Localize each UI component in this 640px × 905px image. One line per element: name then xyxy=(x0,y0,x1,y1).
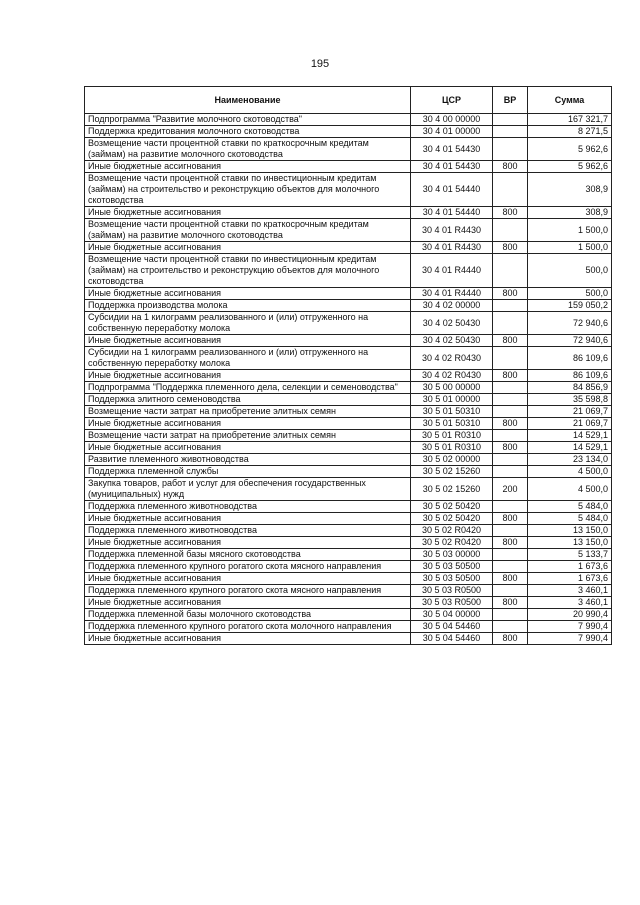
row-name-cell: Возмещение части затрат на приобретение элитных семян xyxy=(85,430,411,442)
row-vr-cell: 800 xyxy=(493,573,528,585)
row-name-cell: Поддержка элитного семеноводства xyxy=(85,394,411,406)
row-vr-cell: 800 xyxy=(493,597,528,609)
row-name-cell: Поддержка племенной базы молочного скотоводства xyxy=(85,609,411,621)
row-csr-cell: 30 4 01 00000 xyxy=(411,126,493,138)
row-sum-cell: 8 271,5 xyxy=(528,126,612,138)
table-row xyxy=(85,478,612,501)
row-vr-cell xyxy=(493,621,528,633)
table-row xyxy=(85,288,612,300)
row-vr-cell xyxy=(493,394,528,406)
row-sum-cell: 35 598,8 xyxy=(528,394,612,406)
row-sum-cell: 5 484,0 xyxy=(528,513,612,525)
row-vr-cell: 800 xyxy=(493,418,528,430)
row-csr-cell: 30 4 02 00000 xyxy=(411,300,493,312)
row-sum-cell: 23 134,0 xyxy=(528,454,612,466)
table-row xyxy=(85,513,612,525)
row-vr-cell: 800 xyxy=(493,242,528,254)
table-row xyxy=(85,207,612,219)
row-csr-cell: 30 5 02 R0420 xyxy=(411,525,493,537)
row-sum-cell: 3 460,1 xyxy=(528,597,612,609)
row-sum-cell: 20 990,4 xyxy=(528,609,612,621)
row-sum-cell: 3 460,1 xyxy=(528,585,612,597)
table-row xyxy=(85,394,612,406)
page-number: 195 xyxy=(310,58,330,70)
table-row xyxy=(85,430,612,442)
row-vr-cell xyxy=(493,466,528,478)
row-csr-cell: 30 4 01 54430 xyxy=(411,138,493,161)
row-csr-cell: 30 5 02 00000 xyxy=(411,454,493,466)
row-vr-cell xyxy=(493,300,528,312)
table-row xyxy=(85,573,612,585)
row-sum-cell: 5 484,0 xyxy=(528,501,612,513)
header-csr: ЦСР xyxy=(411,87,493,114)
row-sum-cell: 72 940,6 xyxy=(528,312,612,335)
table-row xyxy=(85,442,612,454)
row-name-cell: Субсидии на 1 килограмм реализованного и (или) отгруженного на собственную переработку молока xyxy=(85,312,411,335)
table-row xyxy=(85,633,612,645)
row-name-cell: Подпрограмма "Поддержка племенного дела, селекции и семеноводства" xyxy=(85,382,411,394)
row-sum-cell: 1 673,6 xyxy=(528,561,612,573)
row-vr-cell xyxy=(493,173,528,207)
table-row xyxy=(85,312,612,335)
row-vr-cell xyxy=(493,219,528,242)
table-row xyxy=(85,418,612,430)
row-csr-cell: 30 5 04 00000 xyxy=(411,609,493,621)
row-sum-cell: 7 990,4 xyxy=(528,621,612,633)
table-row xyxy=(85,406,612,418)
row-name-cell: Иные бюджетные ассигнования xyxy=(85,335,411,347)
budget-table xyxy=(84,86,612,645)
row-sum-cell: 5 962,6 xyxy=(528,161,612,173)
row-sum-cell: 7 990,4 xyxy=(528,633,612,645)
table-row xyxy=(85,382,612,394)
row-name-cell: Поддержка племенного крупного рогатого скота мясного направления xyxy=(85,585,411,597)
row-name-cell: Поддержка племенного крупного рогатого скота мясного направления xyxy=(85,561,411,573)
row-name-cell: Иные бюджетные ассигнования xyxy=(85,242,411,254)
row-sum-cell: 500,0 xyxy=(528,288,612,300)
row-vr-cell xyxy=(493,525,528,537)
row-csr-cell: 30 5 01 50310 xyxy=(411,406,493,418)
row-name-cell: Иные бюджетные ассигнования xyxy=(85,633,411,645)
row-name-cell: Иные бюджетные ассигнования xyxy=(85,513,411,525)
row-name-cell: Поддержка племенной базы мясного скотоводства xyxy=(85,549,411,561)
row-sum-cell: 500,0 xyxy=(528,254,612,288)
row-vr-cell xyxy=(493,114,528,126)
row-csr-cell: 30 5 03 50500 xyxy=(411,561,493,573)
table-row xyxy=(85,501,612,513)
row-vr-cell xyxy=(493,430,528,442)
row-csr-cell: 30 4 01 R4430 xyxy=(411,219,493,242)
row-csr-cell: 30 4 01 54430 xyxy=(411,161,493,173)
row-sum-cell: 13 150,0 xyxy=(528,537,612,549)
table-row xyxy=(85,370,612,382)
row-name-cell: Иные бюджетные ассигнования xyxy=(85,573,411,585)
row-csr-cell: 30 4 01 54440 xyxy=(411,207,493,219)
header-name: Наименование xyxy=(85,87,411,114)
row-sum-cell: 1 500,0 xyxy=(528,219,612,242)
table-row xyxy=(85,254,612,288)
row-csr-cell: 30 5 01 00000 xyxy=(411,394,493,406)
row-csr-cell: 30 5 03 50500 xyxy=(411,573,493,585)
row-vr-cell: 800 xyxy=(493,513,528,525)
row-vr-cell: 800 xyxy=(493,633,528,645)
row-sum-cell: 14 529,1 xyxy=(528,442,612,454)
row-csr-cell: 30 4 00 00000 xyxy=(411,114,493,126)
row-sum-cell: 72 940,6 xyxy=(528,335,612,347)
table-row xyxy=(85,242,612,254)
row-csr-cell: 30 4 01 R4440 xyxy=(411,288,493,300)
row-csr-cell: 30 5 02 50420 xyxy=(411,513,493,525)
table-row xyxy=(85,114,612,126)
row-vr-cell xyxy=(493,254,528,288)
row-csr-cell: 30 5 02 15260 xyxy=(411,478,493,501)
table-row xyxy=(85,219,612,242)
row-name-cell: Субсидии на 1 килограмм реализованного и (или) отгруженного на собственную переработку молока xyxy=(85,347,411,370)
row-csr-cell: 30 4 01 R4440 xyxy=(411,254,493,288)
row-name-cell: Иные бюджетные ассигнования xyxy=(85,418,411,430)
row-name-cell: Поддержка производства молока xyxy=(85,300,411,312)
row-name-cell: Иные бюджетные ассигнования xyxy=(85,597,411,609)
table-row xyxy=(85,138,612,161)
table-row xyxy=(85,537,612,549)
row-name-cell: Иные бюджетные ассигнования xyxy=(85,207,411,219)
row-name-cell: Возмещение части процентной ставки по инвестиционным кредитам (займам) на строительство и реконструкцию объектов для молочного скотоводства xyxy=(85,173,411,207)
row-sum-cell: 21 069,7 xyxy=(528,406,612,418)
table-body xyxy=(85,114,612,645)
row-vr-cell xyxy=(493,561,528,573)
row-sum-cell: 84 856,9 xyxy=(528,382,612,394)
row-vr-cell xyxy=(493,382,528,394)
row-sum-cell: 14 529,1 xyxy=(528,430,612,442)
table-row xyxy=(85,549,612,561)
table-row xyxy=(85,126,612,138)
table-row xyxy=(85,347,612,370)
row-sum-cell: 308,9 xyxy=(528,173,612,207)
row-name-cell: Развитие племенного животноводства xyxy=(85,454,411,466)
row-sum-cell: 86 109,6 xyxy=(528,347,612,370)
header-vr: ВР xyxy=(493,87,528,114)
row-csr-cell: 30 5 01 R0310 xyxy=(411,430,493,442)
row-csr-cell: 30 4 02 50430 xyxy=(411,312,493,335)
row-csr-cell: 30 5 02 R0420 xyxy=(411,537,493,549)
row-sum-cell: 13 150,0 xyxy=(528,525,612,537)
row-name-cell: Возмещение части процентной ставки по инвестиционным кредитам (займам) на строительство и реконструкцию объектов для молочного скотоводства xyxy=(85,254,411,288)
row-name-cell: Возмещение части процентной ставки по краткосрочным кредитам (займам) на развитие молочного скотоводства xyxy=(85,138,411,161)
row-vr-cell: 800 xyxy=(493,335,528,347)
row-csr-cell: 30 5 03 R0500 xyxy=(411,597,493,609)
table-row xyxy=(85,454,612,466)
row-vr-cell: 200 xyxy=(493,478,528,501)
row-csr-cell: 30 4 02 50430 xyxy=(411,335,493,347)
row-sum-cell: 1 500,0 xyxy=(528,242,612,254)
row-csr-cell: 30 5 03 00000 xyxy=(411,549,493,561)
row-name-cell: Подпрограмма "Развитие молочного скотоводства" xyxy=(85,114,411,126)
row-vr-cell: 800 xyxy=(493,288,528,300)
row-name-cell: Поддержка племенного животноводства xyxy=(85,501,411,513)
row-csr-cell: 30 5 02 50420 xyxy=(411,501,493,513)
row-sum-cell: 5 962,6 xyxy=(528,138,612,161)
table-row xyxy=(85,585,612,597)
row-vr-cell: 800 xyxy=(493,537,528,549)
row-sum-cell: 4 500,0 xyxy=(528,466,612,478)
row-vr-cell xyxy=(493,312,528,335)
row-vr-cell xyxy=(493,501,528,513)
row-csr-cell: 30 4 02 R0430 xyxy=(411,347,493,370)
row-csr-cell: 30 5 02 15260 xyxy=(411,466,493,478)
row-sum-cell: 86 109,6 xyxy=(528,370,612,382)
row-vr-cell xyxy=(493,347,528,370)
row-name-cell: Возмещение части затрат на приобретение элитных семян xyxy=(85,406,411,418)
header-sum: Сумма xyxy=(528,87,612,114)
row-vr-cell: 800 xyxy=(493,207,528,219)
table-row xyxy=(85,161,612,173)
table-row xyxy=(85,609,612,621)
row-csr-cell: 30 4 02 R0430 xyxy=(411,370,493,382)
row-vr-cell xyxy=(493,585,528,597)
row-sum-cell: 159 050,2 xyxy=(528,300,612,312)
row-name-cell: Иные бюджетные ассигнования xyxy=(85,161,411,173)
row-csr-cell: 30 5 04 54460 xyxy=(411,621,493,633)
table-row xyxy=(85,173,612,207)
row-name-cell: Иные бюджетные ассигнования xyxy=(85,288,411,300)
row-vr-cell: 800 xyxy=(493,442,528,454)
row-sum-cell: 1 673,6 xyxy=(528,573,612,585)
table-row xyxy=(85,300,612,312)
row-name-cell: Возмещение части процентной ставки по краткосрочным кредитам (займам) на развитие молочного скотоводства xyxy=(85,219,411,242)
row-name-cell: Поддержка племенного животноводства xyxy=(85,525,411,537)
row-vr-cell xyxy=(493,609,528,621)
row-vr-cell xyxy=(493,126,528,138)
row-sum-cell: 21 069,7 xyxy=(528,418,612,430)
row-name-cell: Поддержка племенного крупного рогатого скота молочного направления xyxy=(85,621,411,633)
table-row xyxy=(85,621,612,633)
row-vr-cell: 800 xyxy=(493,161,528,173)
row-name-cell: Закупка товаров, работ и услуг для обеспечения государственных (муниципальных) нужд xyxy=(85,478,411,501)
row-vr-cell xyxy=(493,549,528,561)
row-name-cell: Поддержка племенной службы xyxy=(85,466,411,478)
table-row xyxy=(85,597,612,609)
row-csr-cell: 30 5 01 50310 xyxy=(411,418,493,430)
row-csr-cell: 30 5 00 00000 xyxy=(411,382,493,394)
row-vr-cell: 800 xyxy=(493,370,528,382)
row-csr-cell: 30 5 03 R0500 xyxy=(411,585,493,597)
row-sum-cell: 4 500,0 xyxy=(528,478,612,501)
row-sum-cell: 167 321,7 xyxy=(528,114,612,126)
row-name-cell: Иные бюджетные ассигнования xyxy=(85,537,411,549)
row-name-cell: Иные бюджетные ассигнования xyxy=(85,442,411,454)
row-sum-cell: 308,9 xyxy=(528,207,612,219)
table-row xyxy=(85,525,612,537)
row-csr-cell: 30 4 01 54440 xyxy=(411,173,493,207)
table-row xyxy=(85,561,612,573)
table-row xyxy=(85,466,612,478)
table-header-row xyxy=(85,87,612,114)
row-vr-cell xyxy=(493,454,528,466)
row-name-cell: Иные бюджетные ассигнования xyxy=(85,370,411,382)
table-row xyxy=(85,335,612,347)
row-csr-cell: 30 5 01 R0310 xyxy=(411,442,493,454)
row-name-cell: Поддержка кредитования молочного скотоводства xyxy=(85,126,411,138)
row-sum-cell: 5 133,7 xyxy=(528,549,612,561)
row-csr-cell: 30 4 01 R4430 xyxy=(411,242,493,254)
row-vr-cell xyxy=(493,138,528,161)
row-csr-cell: 30 5 04 54460 xyxy=(411,633,493,645)
row-vr-cell xyxy=(493,406,528,418)
